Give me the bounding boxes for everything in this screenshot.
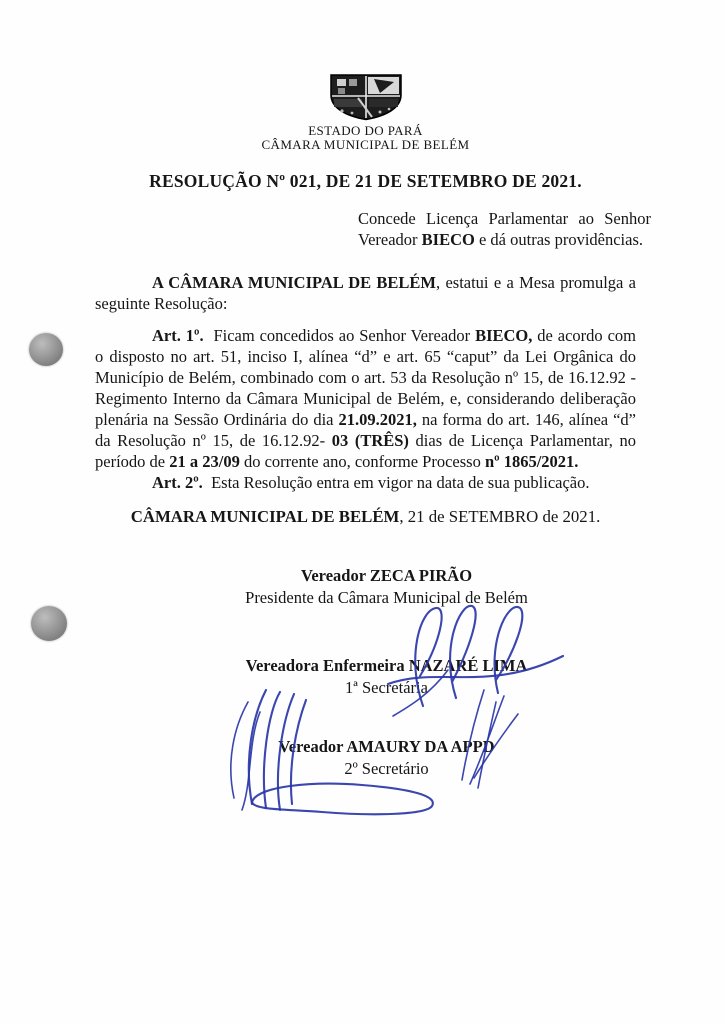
signature-block-first-secretary (116, 655, 657, 699)
article-1-period-bold: 21 a 23/09 (169, 451, 240, 471)
hole-punch-artifact (29, 333, 63, 366)
signer-role: Presidente da Câmara Municipal de Belém (245, 587, 528, 607)
article-1-text: na forma do art. 146, alínea “d” da Resolução nº 15, de 16.12.92- (95, 409, 636, 450)
article-1-text: do corrente ano, conforme Processo (239, 451, 485, 471)
ementa-text-tail: e dá outras providências. (474, 229, 644, 249)
ementa-paragraph (358, 209, 651, 251)
preamble-text: , estatui e a Mesa promulga a seguinte Resolução: (95, 272, 636, 313)
coat-of-arms-icon (328, 73, 404, 121)
resolution-title: RESOLUÇÃO Nº 021, DE 21 DE SETEMBRO DE 2021. (149, 171, 582, 191)
article-1-paragraph (95, 325, 636, 472)
article-1-days-bold: 03 (TRÊS) (331, 430, 409, 450)
signer-role: 1ª Secretária (345, 677, 428, 697)
signer-name: Vereadora Enfermeira NAZARÉ LIMA (245, 655, 528, 675)
article-1-process-bold: nº 1865/2021. (484, 451, 579, 471)
ementa-name-bold: BIECO (421, 229, 475, 249)
article-1-vereador-bold: BIECO, (475, 325, 533, 345)
hole-punch-artifact (31, 606, 67, 641)
letterhead-institution: CÂMARA MUNICIPAL DE BELÉM (261, 137, 470, 152)
signer-role: 2º Secretário (344, 758, 429, 778)
signature-block-president (116, 565, 657, 609)
signature-block-second-secretary (116, 736, 657, 780)
preamble-institution-bold: A CÂMARA MUNICIPAL DE BELÉM (152, 272, 437, 292)
article-1-text: Ficam concedidos ao Senhor Vereador (203, 325, 476, 345)
signer-name: Vereador AMAURY DA APPD (278, 736, 495, 756)
dateline-institution-bold: CÂMARA MUNICIPAL DE BELÉM (130, 506, 400, 526)
article-1-label: Art. 1º. (152, 325, 204, 345)
signer-name: Vereador ZECA PIRÃO (300, 565, 473, 585)
ementa-text: Concede Licença Parlamentar ao Senhor Vereador (358, 209, 651, 249)
article-2-text: Esta Resolução entra em vigor na data de sua publicação. (202, 472, 590, 492)
dateline-date: , 21 de SETEMBRO de 2021. (399, 506, 601, 526)
article-1-date-bold: 21.09.2021, (338, 409, 417, 429)
article-2-label: Art. 2º. (152, 472, 203, 492)
article-1-text: dias de Licença Parlamentar, no período de (95, 430, 636, 471)
preamble-paragraph (95, 272, 636, 314)
text-column (95, 0, 651, 780)
article-1-text: de acordo com o disposto no art. 51, inciso I, alínea “d” e art. 65 “caput” da Lei Orgânica do Município de Belém, combinado com o art. 53 da Resolução nº 15, de 16.12.92 - Regimento Interno da Câmara Municipal de Belém, e, considerando deliberação plenária na Sessão Ordinária do dia (95, 325, 636, 429)
article-2-paragraph (95, 472, 636, 493)
letterhead (95, 73, 636, 152)
letterhead-state: ESTADO DO PARÁ (308, 123, 423, 138)
dateline (95, 507, 636, 527)
